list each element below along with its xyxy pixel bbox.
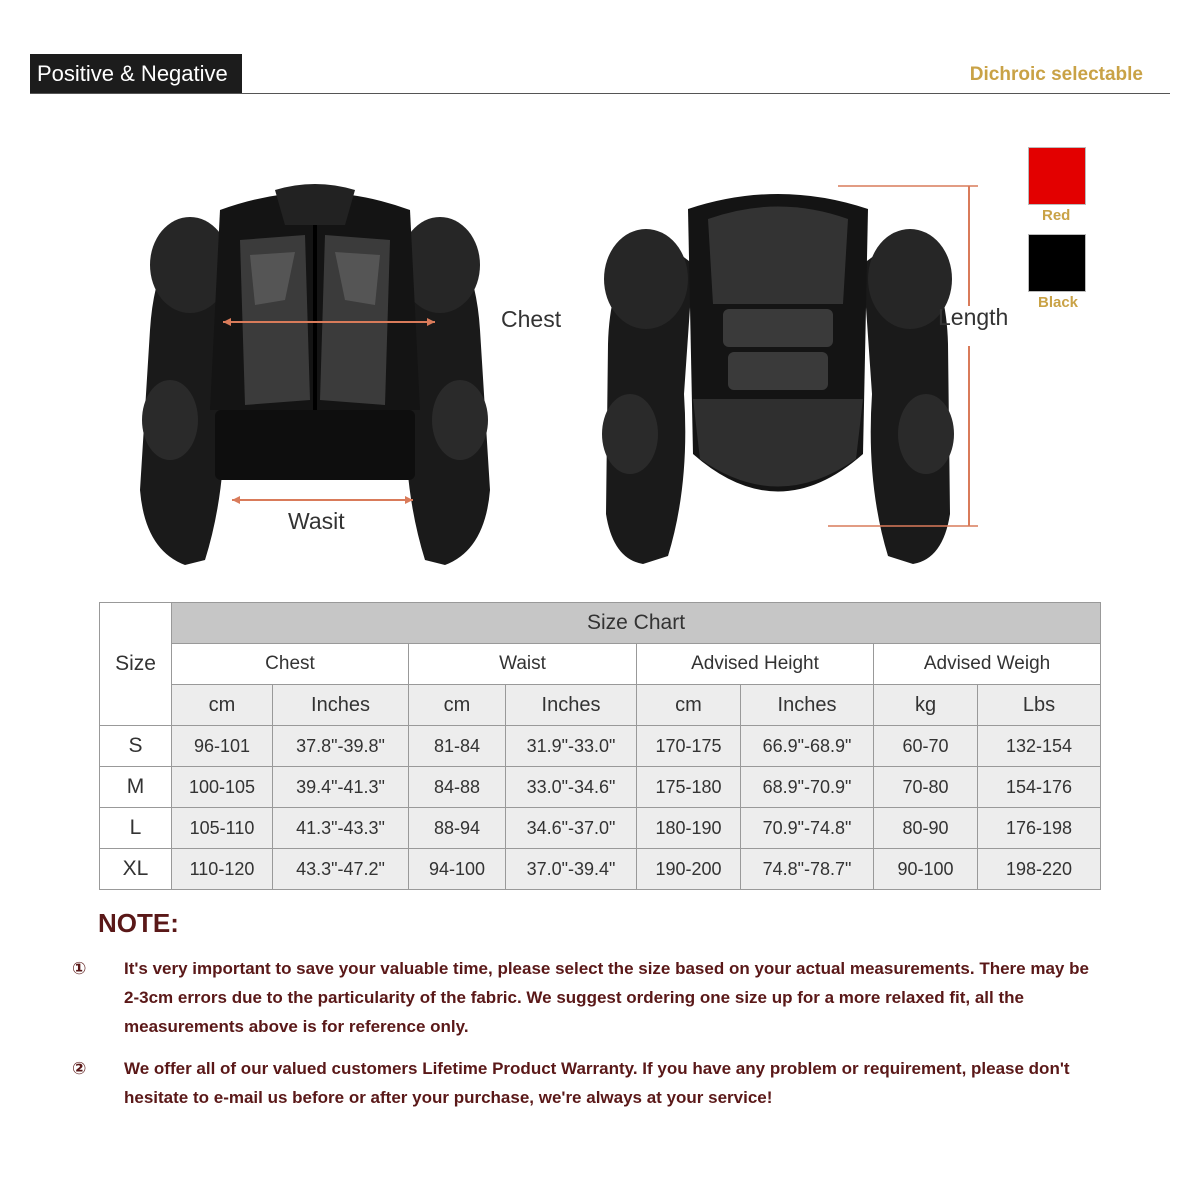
size-cell: S — [100, 726, 172, 767]
section-title-bar — [30, 54, 242, 94]
color-label-red: Red — [1042, 207, 1071, 224]
value-cell: 176-198 — [978, 808, 1101, 849]
jacket-back-image — [598, 184, 978, 569]
length-label: Length — [938, 304, 1009, 330]
unit-header: Inches — [741, 685, 874, 726]
color-selectable-title: Dichroic selectable — [969, 64, 1143, 85]
group-waist: Waist — [409, 644, 637, 685]
header-divider — [30, 93, 1170, 94]
table-row — [100, 726, 1101, 767]
value-cell: 190-200 — [637, 849, 741, 890]
value-cell: 81-84 — [409, 726, 506, 767]
unit-header: kg — [874, 685, 978, 726]
group-weight: Advised Weigh — [874, 644, 1101, 685]
value-cell: 100-105 — [172, 767, 273, 808]
value-cell: 39.4"-41.3" — [273, 767, 409, 808]
value-cell: 31.9"-33.0" — [506, 726, 637, 767]
note-title: NOTE: — [98, 908, 179, 938]
value-cell: 33.0"-34.6" — [506, 767, 637, 808]
chest-label: Chest — [501, 306, 562, 332]
value-cell: 80-90 — [874, 808, 978, 849]
value-cell: 154-176 — [978, 767, 1101, 808]
value-cell: 198-220 — [978, 849, 1101, 890]
value-cell: 74.8"-78.7" — [741, 849, 874, 890]
value-cell: 132-154 — [978, 726, 1101, 767]
table-row — [100, 849, 1101, 890]
size-chart-title: Size Chart — [172, 603, 1101, 644]
value-cell: 175-180 — [637, 767, 741, 808]
unit-header: cm — [172, 685, 273, 726]
color-label-black: Black — [1038, 294, 1079, 311]
value-cell: 84-88 — [409, 767, 506, 808]
size-chart-table — [99, 602, 1101, 890]
value-cell: 170-175 — [637, 726, 741, 767]
unit-header: Lbs — [978, 685, 1101, 726]
value-cell: 180-190 — [637, 808, 741, 849]
color-swatch-black[interactable] — [1028, 234, 1086, 292]
note-number: ② — [72, 1059, 87, 1078]
value-cell: 34.6"-37.0" — [506, 808, 637, 849]
value-cell: 94-100 — [409, 849, 506, 890]
size-header: Size — [100, 603, 172, 726]
value-cell: 110-120 — [172, 849, 273, 890]
table-row — [100, 767, 1101, 808]
waist-label: Wasit — [288, 508, 345, 534]
note-number: ① — [72, 959, 87, 978]
size-cell: L — [100, 808, 172, 849]
value-cell: 90-100 — [874, 849, 978, 890]
value-cell: 88-94 — [409, 808, 506, 849]
value-cell: 105-110 — [172, 808, 273, 849]
value-cell: 68.9"-70.9" — [741, 767, 874, 808]
value-cell: 43.3"-47.2" — [273, 849, 409, 890]
note-text: We offer all of our valued customers Lifetime Product Warranty. If you have any problem or requirement, please don't hesitate to e-mail us before or after your purchase, we're always at your service! — [124, 1059, 1070, 1107]
group-chest: Chest — [172, 644, 409, 685]
unit-header: Inches — [506, 685, 637, 726]
color-swatch-red[interactable] — [1028, 147, 1086, 205]
unit-header: Inches — [273, 685, 409, 726]
value-cell: 37.0"-39.4" — [506, 849, 637, 890]
value-cell: 66.9"-68.9" — [741, 726, 874, 767]
value-cell: 70-80 — [874, 767, 978, 808]
note-item-2 — [72, 1054, 1108, 1112]
unit-header: cm — [637, 685, 741, 726]
value-cell: 41.3"-43.3" — [273, 808, 409, 849]
section-title: Positive & Negative — [37, 61, 228, 86]
unit-header: cm — [409, 685, 506, 726]
table-row — [100, 808, 1101, 849]
value-cell: 70.9"-74.8" — [741, 808, 874, 849]
size-cell: M — [100, 767, 172, 808]
note-item-1 — [72, 954, 1108, 1041]
note-text: It's very important to save your valuable time, please select the size based on your actual measurements. There may be 2-3cm errors due to the particularity of the fabric. We suggest ordering one size up for a more relaxed fit, all the measurements above is for reference only. — [124, 959, 1089, 1036]
group-height: Advised Height — [637, 644, 874, 685]
value-cell: 96-101 — [172, 726, 273, 767]
value-cell: 37.8"-39.8" — [273, 726, 409, 767]
value-cell: 60-70 — [874, 726, 978, 767]
size-cell: XL — [100, 849, 172, 890]
